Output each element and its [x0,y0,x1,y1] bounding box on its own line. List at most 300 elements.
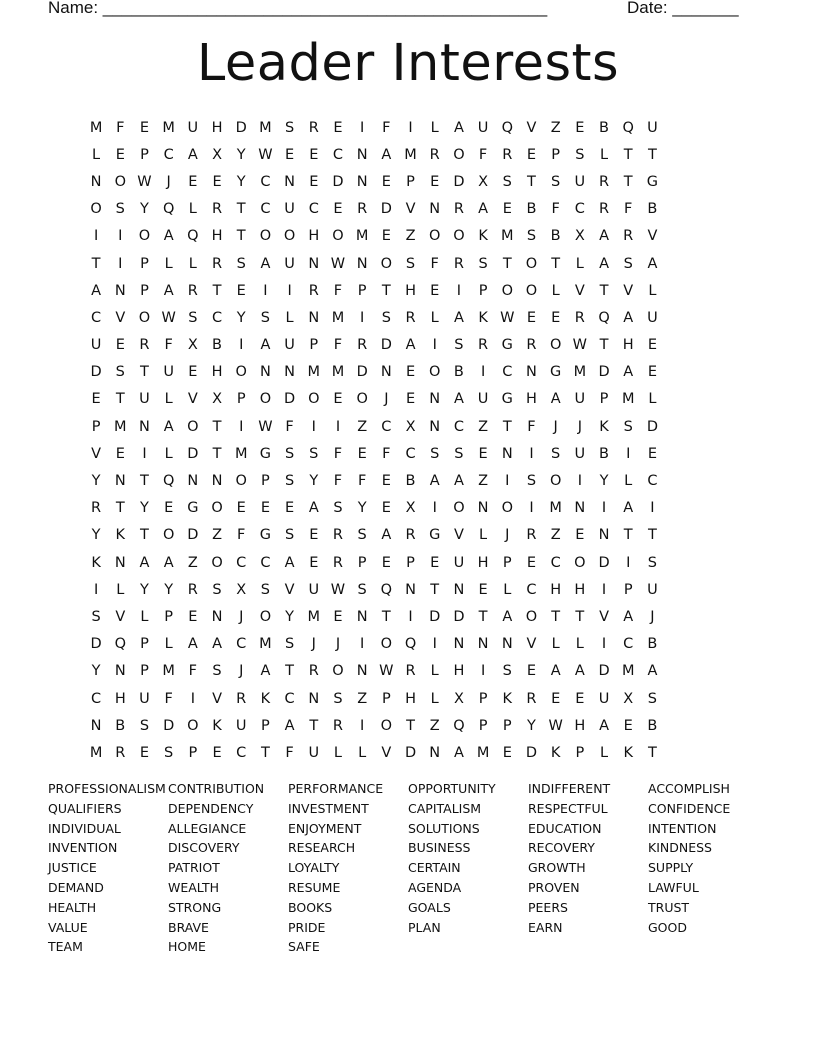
grid-letter: I [360,636,365,653]
grid-letter: I [360,309,365,326]
grid-letter: L [430,119,439,136]
grid-letter: S [260,309,271,326]
grid-letter: Q [453,717,465,734]
grid-letter: R [405,663,416,680]
grid-letter: R [453,201,464,218]
grid-letter: B [115,717,126,734]
grid-letter: Q [380,581,393,598]
grid-letter: P [502,717,512,734]
grid-letter: V [647,228,658,245]
grid-letter: E [647,364,657,381]
grid-letter: O [114,173,126,190]
word-column [48,779,166,957]
grid-letter: D [380,201,392,218]
grid-letter: R [115,744,126,761]
grid-letter: B [647,717,658,734]
grid-letter: A [308,500,319,517]
grid-letter: Z [429,717,440,734]
word-list-item: JUSTICE [48,860,97,876]
grid-letter: T [115,500,125,517]
grid-letter: D [163,717,175,734]
grid-letter: I [432,636,437,653]
word-list-item: INTENTION [648,820,717,836]
grid-letter: O [162,527,175,544]
grid-letter: L [164,391,173,408]
grid-letter: D [429,608,441,625]
grid-letter: V [526,636,537,653]
grid-letter: X [187,337,198,354]
grid-letter: Z [212,527,222,544]
word-list-item: CONTRIBUTION [168,781,265,796]
grid-letter: Y [140,500,149,517]
grid-letter: R [91,500,102,517]
grid-letter: N [477,636,489,653]
grid-letter: F [527,418,536,435]
grid-row [84,114,730,141]
grid-letter: O [429,364,441,381]
grid-row [84,712,730,739]
grid-letter: N [114,554,126,571]
grid-letter: T [212,418,222,435]
grid-letter: E [381,473,391,490]
grid-letter: E [333,201,343,218]
grid-letter: T [599,282,609,299]
grid-letter: I [601,500,607,517]
grid-letter: A [260,337,271,354]
grid-letter: K [623,744,633,761]
grid-letter: P [91,418,101,435]
grid-letter: A [429,473,440,490]
grid-letter: V [212,690,222,707]
grid-letter: V [284,581,295,598]
grid-letter: E [430,554,440,571]
grid-letter: A [647,255,658,272]
grid-letter: O [138,228,151,245]
grid-letter: O [453,228,465,245]
grid-letter: D [404,744,417,761]
word-list-item: PLAN [408,919,441,935]
grid-letter: S [623,418,633,435]
grid-letter: N [526,364,537,381]
grid-letter: R [405,309,416,326]
grid-letter: D [380,337,392,354]
grid-letter: X [405,500,416,517]
grid-letter: J [335,636,341,653]
grid-letter: P [478,717,488,734]
grid-letter: V [115,309,126,326]
grid-row [84,196,730,223]
grid-letter: N [211,473,223,490]
grid-letter: M [355,228,369,245]
grid-letter: R [187,581,198,598]
grid-letter: N [139,418,150,435]
grid-letter: Y [309,473,319,490]
grid-letter: R [526,690,537,707]
grid-letter: I [311,418,316,435]
grid-letter: A [187,146,198,163]
grid-letter: I [118,255,123,272]
grid-letter: I [335,418,341,435]
grid-letter: E [502,201,512,218]
word-list [48,779,768,959]
grid-letter: M [89,744,103,761]
grid-letter: P [551,146,561,163]
grid-row [84,250,730,277]
grid-letter: T [115,391,125,408]
grid-letter: H [211,228,223,245]
word-list-item: INVENTION [48,840,118,856]
grid-letter: E [575,690,585,707]
grid-letter: T [236,201,246,218]
grid-letter: H [453,663,465,680]
grid-row [84,549,730,576]
grid-letter: M [621,663,635,680]
grid-letter: T [575,608,585,625]
grid-letter: I [408,608,413,625]
grid-letter: A [139,554,150,571]
grid-letter: L [624,473,633,490]
grid-letter: E [381,228,391,245]
grid-letter: U [308,744,320,761]
grid-row [84,576,730,603]
grid-letter: Y [140,581,149,598]
grid-letter: R [405,527,416,544]
grid-letter: F [478,146,488,163]
grid-letter: E [236,282,246,299]
word-list-item: GOOD [648,919,687,935]
grid-letter: T [551,608,561,625]
grid-letter: B [647,636,658,653]
grid-letter: T [309,717,319,734]
grid-letter: I [93,228,99,245]
grid-letter: P [599,391,609,408]
grid-letter: I [529,445,534,462]
word-list-item: INDIVIDUAL [48,820,121,836]
grid-letter: M [162,119,175,136]
grid-row [84,277,730,304]
grid-letter: S [502,173,512,190]
grid-letter: U [308,581,320,598]
grid-letter: L [599,146,609,163]
grid-letter: A [453,119,464,136]
grid-letter: A [381,527,392,544]
grid-letter: E [139,119,150,136]
grid-letter: E [139,744,150,761]
grid-letter: A [550,663,561,680]
grid-letter: N [405,581,416,598]
grid-letter: R [526,527,537,544]
grid-letter: S [430,445,440,462]
grid-letter: R [429,146,440,163]
grid-letter: L [503,581,512,598]
grid-letter: A [91,282,102,299]
grid-letter: O [211,500,223,517]
grid-letter: M [549,500,562,517]
grid-letter: Q [162,201,175,218]
word-list-item: PRIDE [288,919,326,935]
grid-letter: I [577,473,582,490]
grid-letter: S [357,581,367,598]
grid-letter: M [476,744,490,761]
grid-letter: P [381,690,391,707]
grid-row [84,141,730,168]
grid-letter: Y [599,473,609,490]
grid-letter: U [139,391,150,408]
grid-letter: L [285,309,294,326]
grid-letter: T [551,255,561,272]
grid-letter: W [137,173,152,190]
word-list-item: AGENDA [408,879,462,895]
grid-letter: X [574,228,585,245]
word-list-item: GOALS [408,899,451,915]
grid-letter: A [260,663,271,680]
grid-letter: K [478,228,488,245]
word-list-item: WEALTH [168,879,220,895]
grid-letter: T [430,581,440,598]
grid-letter: L [551,636,560,653]
word-list-item: RESEARCH [288,840,356,856]
grid-letter: T [623,146,633,163]
grid-letter: U [284,201,295,218]
grid-letter: I [432,337,437,354]
grid-letter: J [505,527,510,544]
grid-letter: K [91,554,101,571]
grid-letter: N [259,364,271,381]
grid-letter: W [548,717,563,734]
grid-letter: H [308,228,320,245]
grid-letter: M [501,228,514,245]
grid-row [84,304,730,331]
grid-letter: G [259,445,272,462]
grid-letter: Y [285,608,295,625]
grid-letter: P [623,581,633,598]
grid-letter: S [115,201,125,218]
word-list-item: ENJOYMENT [288,820,362,836]
grid-letter: O [380,636,393,653]
grid-letter: P [357,554,367,571]
grid-letter: N [429,201,441,218]
grid-letter: R [574,309,585,326]
grid-letter: E [91,391,101,408]
grid-letter: O [259,391,272,408]
grid-letter: S [526,473,537,490]
grid-letter: Q [162,473,175,490]
grid-letter: E [551,690,561,707]
grid-letter: I [601,581,607,598]
grid-letter: T [623,527,633,544]
grid-letter: J [311,636,316,653]
grid-letter: O [235,473,247,490]
grid-letter: S [647,554,658,571]
grid-letter: Y [527,717,536,734]
grid-letter: E [430,282,440,299]
grid-letter: E [115,146,125,163]
grid-letter: C [647,473,658,490]
grid-letter: H [622,337,634,354]
grid-letter: V [599,608,609,625]
grid-letter: L [92,146,101,163]
grid-letter: S [284,473,295,490]
grid-letter: R [623,228,634,245]
grid-letter: P [140,146,149,163]
grid-letter: C [381,418,392,435]
grid-letter: L [575,636,584,653]
grid-letter: D [332,173,344,190]
grid-letter: V [91,445,102,462]
grid-letter: F [285,418,294,435]
grid-letter: G [187,500,199,517]
grid-letter: Y [91,663,101,680]
grid-letter: H [114,690,126,707]
grid-letter: N [114,473,126,490]
grid-letter: J [577,418,582,435]
grid-letter: S [164,744,174,761]
word-list-item: EDUCATION [528,820,602,836]
grid-letter: S [212,581,222,598]
grid-letter: P [502,554,512,571]
grid-letter: O [235,364,247,381]
grid-letter: Z [550,527,561,544]
grid-letter: Q [501,119,513,136]
grid-letter: T [212,282,222,299]
grid-letter: F [188,663,198,680]
grid-letter: P [575,744,585,761]
grid-letter: U [163,364,174,381]
grid-letter: M [259,119,272,136]
grid-letter: H [211,364,223,381]
grid-letter: E [309,554,319,571]
grid-letter: A [405,337,416,354]
grid-letter: S [260,581,271,598]
grid-letter: U [90,337,102,354]
word-list-item: PERFORMANCE [288,781,384,796]
grid-letter: T [647,744,657,761]
grid-letter: L [333,744,343,761]
grid-letter: A [381,146,392,163]
grid-letter: I [529,500,534,517]
grid-letter: R [478,337,489,354]
grid-letter: Z [357,418,368,435]
grid-letter: R [211,255,223,272]
grid-row [84,658,730,685]
grid-letter: L [164,636,173,653]
word-list-item: PEERS [528,899,568,915]
grid-letter: E [285,500,295,517]
grid-letter: S [188,309,198,326]
grid-letter: D [598,663,610,680]
grid-letter: A [163,554,174,571]
grid-letter: S [551,173,561,190]
grid-letter: C [574,201,585,218]
grid-letter: S [333,690,343,707]
grid-letter: R [139,337,150,354]
grid-letter: M [234,445,248,462]
grid-letter: N [380,364,392,381]
grid-letter: S [551,445,561,462]
grid-letter: L [648,282,657,299]
grid-letter: W [500,309,515,326]
grid-letter: V [574,282,585,299]
grid-letter: T [140,527,149,544]
grid-letter: S [405,255,416,272]
grid-row [84,359,730,386]
grid-letter: Z [550,119,561,136]
grid-letter: C [453,418,464,435]
grid-letter: M [162,663,175,680]
grid-letter: E [526,554,537,571]
grid-letter: E [647,445,657,462]
grid-letter: A [260,255,271,272]
word-list-item: HEALTH [48,899,97,915]
grid-letter: O [356,391,368,408]
grid-letter: K [599,418,609,435]
page-title: Leader Interests [196,34,620,93]
grid-letter: E [381,500,391,517]
word-list-item: HOME [168,939,206,955]
grid-letter: S [236,255,246,272]
grid-letter: O [429,228,441,245]
grid-letter: B [647,201,658,218]
grid-letter: A [502,608,513,625]
grid-letter: O [187,717,199,734]
grid-letter: R [598,201,610,218]
grid-letter: C [260,554,271,571]
word-column [288,779,406,957]
grid-letter: O [549,337,562,354]
grid-letter: S [357,527,367,544]
word-list-item: PROVEN [528,879,580,895]
grid-letter: O [332,663,344,680]
grid-letter: E [430,173,440,190]
grid-letter: H [405,690,416,707]
grid-letter: I [456,282,462,299]
grid-letter: L [164,255,173,272]
grid-letter: H [574,717,586,734]
grid-letter: F [382,445,391,462]
grid-letter: W [330,581,346,598]
grid-letter: U [598,690,610,707]
word-list-item: VALUE [48,919,88,935]
grid-letter: Z [357,690,368,707]
grid-letter: Y [236,146,246,163]
grid-letter: F [333,445,343,462]
grid-letter: E [260,500,270,517]
grid-letter: N [211,608,223,625]
grid-letter: F [237,527,246,544]
grid-letter: O [380,717,393,734]
grid-letter: R [357,337,368,354]
grid-letter: U [235,717,247,734]
grid-letter: A [212,636,222,653]
grid-letter: I [190,690,195,707]
word-list-item: DEMAND [48,879,104,895]
grid-letter: D [525,744,538,761]
grid-letter: H [405,282,416,299]
grid-letter: W [258,418,273,435]
grid-letter: E [212,173,222,190]
grid-letter: P [478,282,488,299]
grid-letter: V [115,608,126,625]
grid-letter: E [575,527,585,544]
word-list-item: RECOVERY [528,840,595,856]
grid-letter: T [381,282,391,299]
grid-letter: A [284,717,295,734]
grid-letter: U [187,119,199,136]
grid-letter: W [379,663,394,680]
grid-letter: M [331,364,345,381]
grid-letter: G [646,173,659,190]
grid-letter: A [478,201,489,218]
